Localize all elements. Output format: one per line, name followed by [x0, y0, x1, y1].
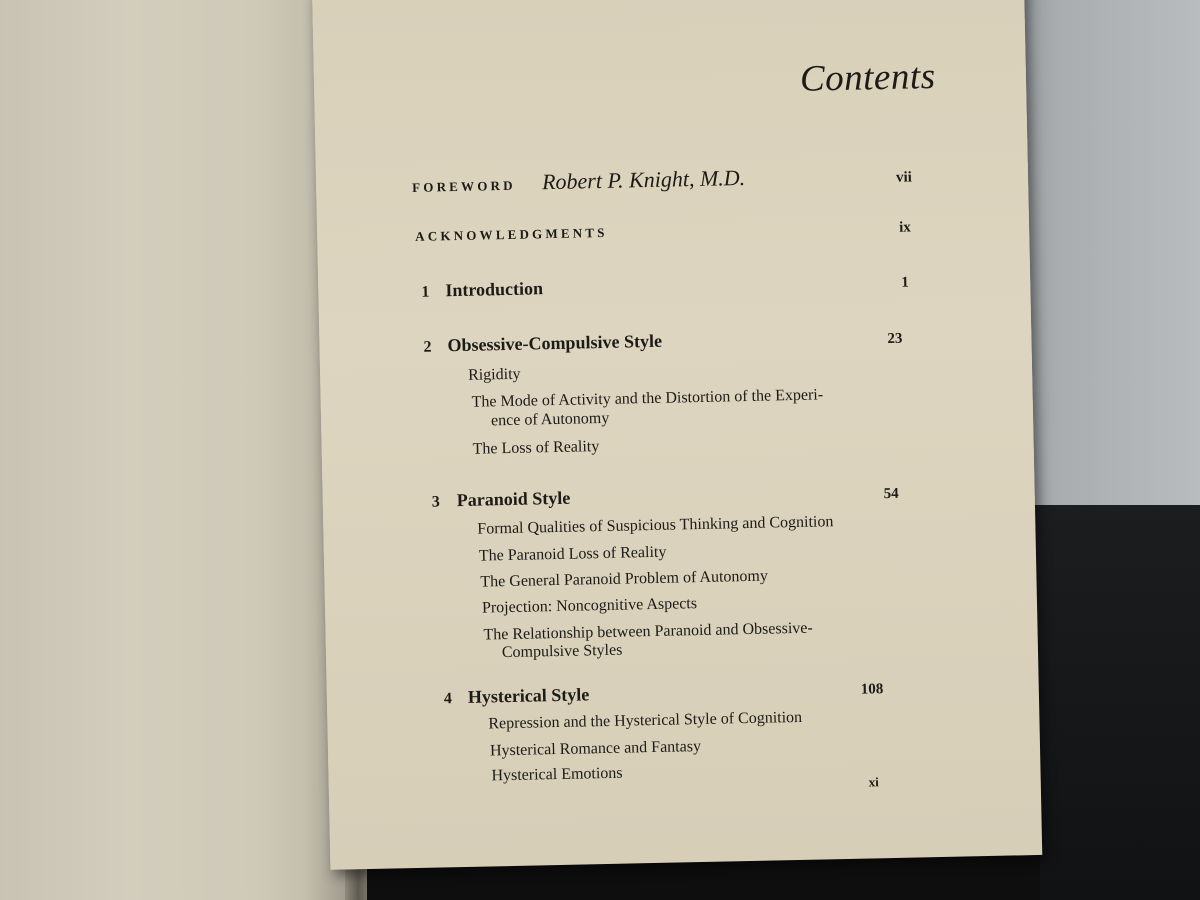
section-item: Formal Qualities of Suspicious Thinking and Cognition	[477, 513, 834, 538]
chapter-3-page: 54	[883, 485, 899, 503]
section-item: The General Paranoid Problem of Autonomy	[480, 567, 769, 591]
section-item: The Loss of Reality	[472, 438, 600, 458]
chapter-2-page: 23	[887, 330, 903, 348]
section-item: Rigidity	[467, 365, 521, 384]
chapter-4-title: Hysterical Style	[467, 684, 590, 707]
foreword-author: Robert P. Knight, M.D.	[541, 164, 746, 195]
contents-list	[312, 0, 1042, 870]
foreword-page: vii	[895, 169, 913, 186]
section-item: Hysterical Romance and Fantasy	[489, 738, 702, 760]
section-item: Hysterical Emotions	[491, 764, 623, 785]
section-item: The Mode of Activity and the Distortion of the Experi-	[471, 386, 824, 411]
page-folio: xi	[868, 774, 879, 790]
chapter-2-title: Obsessive-Compulsive Style	[447, 330, 663, 356]
chapter-4-number: 4	[443, 690, 453, 708]
chapter-3-title: Paranoid Style	[456, 487, 571, 511]
page-title: Contents	[799, 55, 936, 100]
acknowledgments-page: ix	[898, 219, 911, 236]
chapter-2-number: 2	[423, 338, 432, 356]
section-item: The Paranoid Loss of Reality	[478, 543, 667, 565]
chapter-4-page: 108	[860, 681, 884, 698]
section-item: The Relationship between Paranoid and Obsessive-	[483, 619, 813, 644]
left-blank-page	[0, 0, 365, 900]
chapter-3-number: 3	[431, 493, 440, 511]
chapter-1-title: Introduction	[445, 278, 544, 301]
chapter-1-page: 1	[901, 274, 909, 291]
acknowledgments-label: ACKNOWLEDGMENTS	[415, 224, 608, 244]
contents-page	[312, 0, 1042, 870]
section-item: Repression and the Hysterical Style of Cognition	[488, 708, 803, 733]
section-item-continued: ence of Autonomy	[490, 409, 610, 430]
section-item-continued: Compulsive Styles	[501, 641, 623, 662]
section-item: Projection: Noncognitive Aspects	[481, 595, 698, 617]
chapter-1-number: 1	[421, 283, 430, 301]
foreword-label: FOREWORD	[411, 177, 516, 195]
